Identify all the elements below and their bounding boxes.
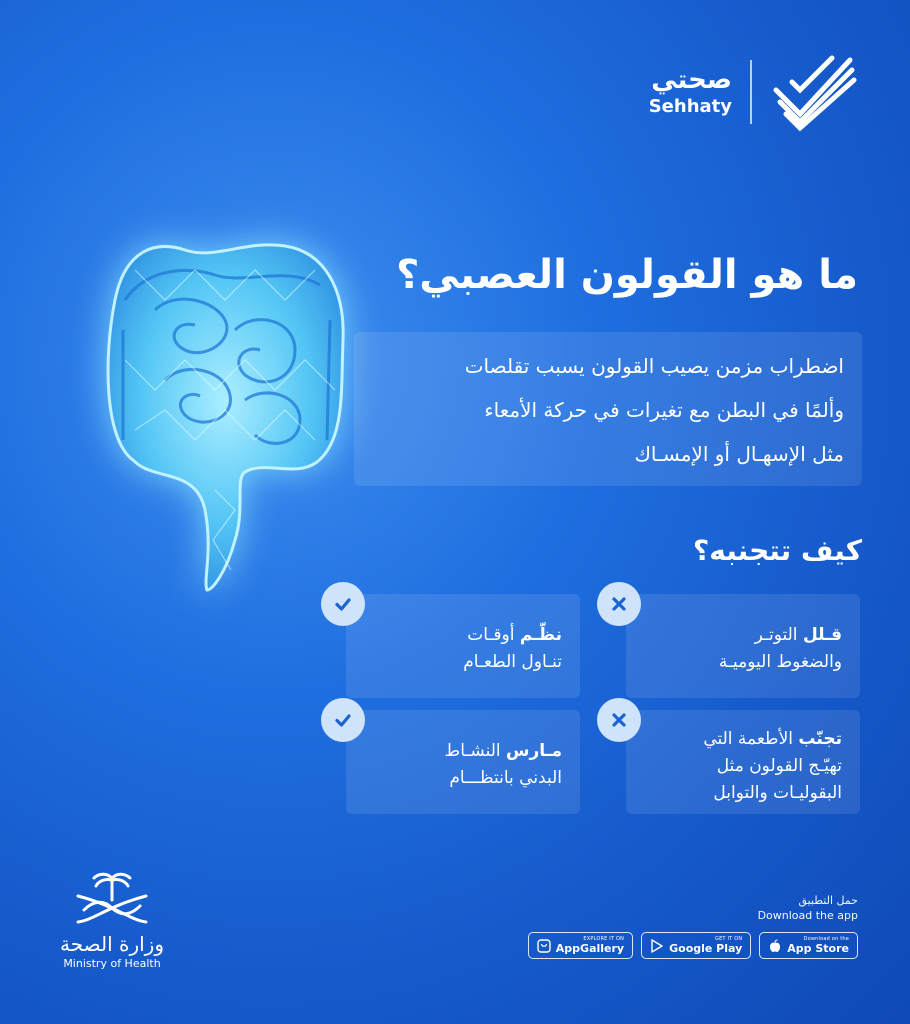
tip-card-exercise bbox=[346, 710, 580, 814]
avoid-badge bbox=[597, 698, 641, 742]
description-line: مثل الإسهـال أو الإمسـاك bbox=[634, 442, 844, 466]
download-label-ar: حمل التطبيق bbox=[798, 894, 858, 907]
tip-verb: تجنّب bbox=[798, 729, 842, 749]
brand-name-ar: صحتي bbox=[651, 65, 732, 95]
ministry-logo bbox=[52, 870, 172, 971]
tip-line: البقوليـات والتوابل bbox=[713, 783, 842, 803]
brand-name-en: Sehhaty bbox=[648, 95, 732, 117]
description-line: اضطراب مزمن يصيب القولون يسبب تقلصات bbox=[464, 354, 844, 378]
page-title: ما هو القولون العصبي؟ bbox=[396, 252, 858, 298]
prevention-subtitle: كيف تتجنبه؟ bbox=[692, 534, 862, 567]
do-badge bbox=[321, 582, 365, 626]
tip-line: تهيّـج القولون مثل bbox=[716, 756, 842, 776]
tip-text: الأطعمة التي bbox=[703, 729, 799, 749]
tip-line bbox=[356, 622, 562, 649]
tip-line: تنـاول الطعـام bbox=[463, 652, 562, 672]
checkmark-icon bbox=[332, 709, 354, 731]
intestine-illustration-icon bbox=[95, 210, 355, 600]
store-text bbox=[669, 937, 742, 954]
apple-icon bbox=[768, 939, 782, 953]
tip-text: أوقـات bbox=[467, 625, 520, 645]
tip-card-foods bbox=[626, 710, 860, 814]
google-play-icon bbox=[650, 939, 664, 953]
store-name: AppGallery bbox=[555, 942, 625, 955]
tip-line: والضغوط اليوميـة bbox=[718, 652, 842, 672]
tip-line bbox=[636, 622, 842, 649]
tip-text: التوتـر bbox=[754, 625, 803, 645]
avoid-badge bbox=[597, 582, 641, 626]
download-section bbox=[528, 894, 858, 959]
store-name: App Store bbox=[787, 942, 849, 955]
tip-verb: قـلل bbox=[802, 625, 842, 645]
description-line: وألمًا في البطن مع تغيرات في حركة الأمعاء bbox=[484, 398, 844, 422]
x-mark-icon bbox=[608, 593, 630, 615]
appgallery-button[interactable] bbox=[528, 932, 633, 959]
description-box bbox=[354, 332, 862, 486]
sehhaty-logo bbox=[649, 52, 858, 132]
checkmark-icon bbox=[332, 593, 354, 615]
google-play-button[interactable] bbox=[641, 932, 751, 959]
ministry-name-en: Ministry of Health bbox=[63, 957, 161, 970]
tip-line bbox=[636, 726, 842, 753]
download-label-en: Download the app bbox=[757, 909, 858, 922]
do-badge bbox=[321, 698, 365, 742]
tip-card-meals bbox=[346, 594, 580, 698]
tip-verb: نظّـم bbox=[519, 625, 562, 645]
store-caption: EXPLORE IT ON bbox=[583, 936, 625, 942]
store-text bbox=[787, 937, 849, 954]
store-caption: GET IT ON bbox=[715, 936, 743, 942]
store-text bbox=[556, 937, 624, 954]
x-mark-icon bbox=[608, 709, 630, 731]
ministry-name-ar: وزارة الصحة bbox=[60, 932, 164, 956]
app-store-button[interactable] bbox=[759, 932, 858, 959]
store-caption: Download on the bbox=[803, 936, 849, 942]
sehhaty-check-icon bbox=[770, 52, 858, 132]
tip-line bbox=[356, 738, 562, 765]
tip-line: البدني بانتظـــام bbox=[449, 768, 562, 788]
tip-verb: مـارس bbox=[506, 741, 562, 761]
tip-text: النشـاط bbox=[444, 741, 507, 761]
tip-card-stress bbox=[626, 594, 860, 698]
brand-text bbox=[649, 66, 732, 118]
palm-swords-emblem-icon bbox=[64, 870, 160, 928]
logo-divider bbox=[750, 60, 752, 124]
store-badges bbox=[528, 932, 858, 959]
store-name: Google Play bbox=[669, 942, 743, 955]
huawei-icon bbox=[537, 939, 551, 953]
